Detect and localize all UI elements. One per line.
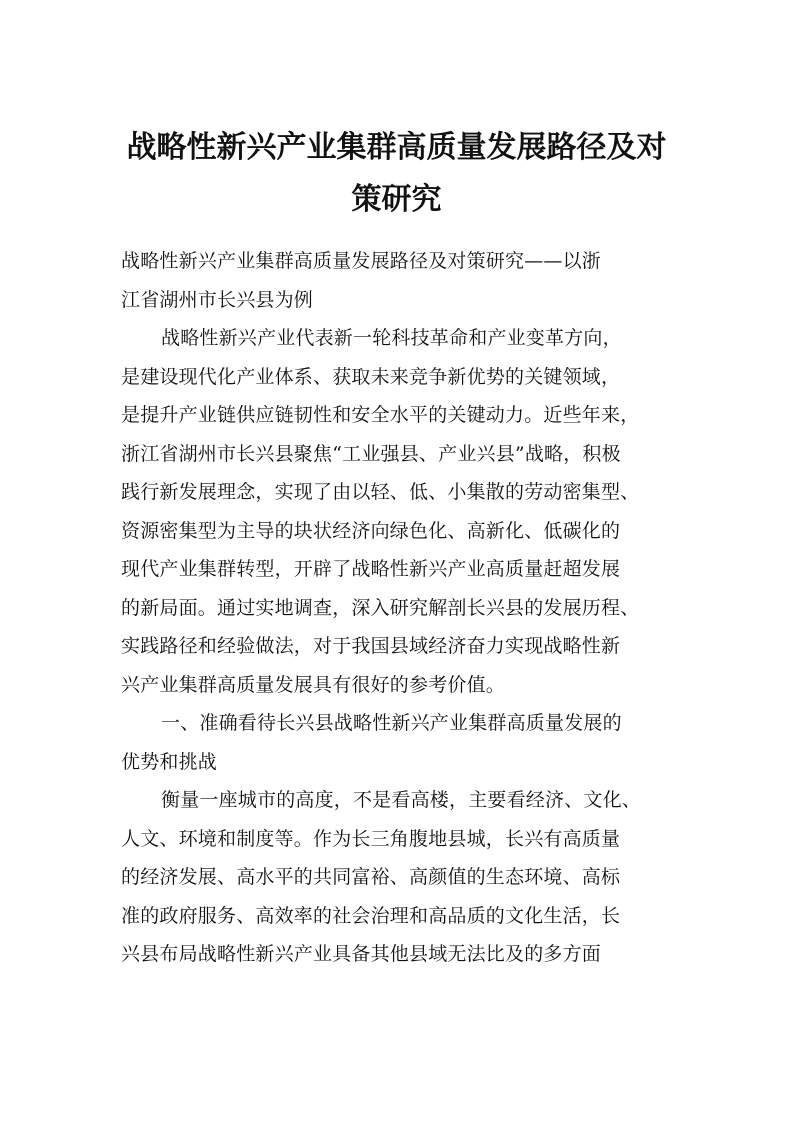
text-line: 一、准确看待长兴县战略性新兴产业集群高质量发展的 bbox=[161, 712, 622, 734]
section-1-paragraph bbox=[121, 781, 681, 974]
document-body bbox=[121, 242, 681, 974]
text-line: 是建设现代化产业体系、获取未来竞争新优势的关键领域， bbox=[121, 365, 621, 388]
text-line: 优势和挑战 bbox=[121, 750, 218, 773]
subtitle-paragraph bbox=[121, 242, 681, 319]
text-line: 兴产业集群高质量发展具有很好的参考价值。 bbox=[121, 673, 506, 696]
text-line: 是提升产业链供应链韧性和安全水平的关键动力。近些年来， bbox=[121, 404, 640, 426]
text-line: 浙江省湖州市长兴县聚焦“工业强县、产业兴县”战略，积极 bbox=[121, 442, 621, 465]
title-line: 策研究 bbox=[351, 182, 442, 217]
title-line: 战略性新兴产业集群高质量发展路径及对 bbox=[126, 130, 667, 165]
text-line: 江省湖州市长兴县为例 bbox=[121, 288, 314, 311]
text-line: 人文、环境和制度等。作为长三角腹地县城，长兴有高质量 bbox=[121, 827, 621, 850]
text-line: 实践路径和经验做法，对于我国县域经济奋力实现战略性新 bbox=[121, 635, 621, 657]
text-line: 战略性新兴产业集群高质量发展路径及对策研究——以浙 bbox=[121, 250, 602, 272]
text-line: 践行新发展理念，实现了由以轻、低、小集散的劳动密集型、 bbox=[121, 481, 640, 503]
text-line: 的新局面。通过实地调查，深入研究解剖长兴县的发展历程、 bbox=[121, 596, 640, 619]
text-line: 准的政府服务、高效率的社会治理和高品质的文化生活，长 bbox=[121, 904, 621, 927]
intro-paragraph bbox=[121, 319, 681, 704]
section-heading-1 bbox=[121, 704, 681, 781]
text-line: 兴县布局战略性新兴产业具备其他县域无法比及的多方面 bbox=[121, 943, 602, 965]
text-line: 衡量一座城市的高度，不是看高楼，主要看经济、文化、 bbox=[161, 789, 642, 811]
text-line: 资源密集型为主导的块状经济向绿色化、高新化、低碳化的 bbox=[121, 519, 621, 542]
text-line: 的经济发展、高水平的共同富裕、高颜值的生态环境、高标 bbox=[121, 866, 621, 888]
text-line: 现代产业集群转型，开辟了战略性新兴产业高质量赶超发展 bbox=[121, 558, 621, 580]
text-line: 战略性新兴产业代表新一轮科技革命和产业变革方向， bbox=[161, 327, 622, 349]
document-title bbox=[100, 122, 693, 226]
